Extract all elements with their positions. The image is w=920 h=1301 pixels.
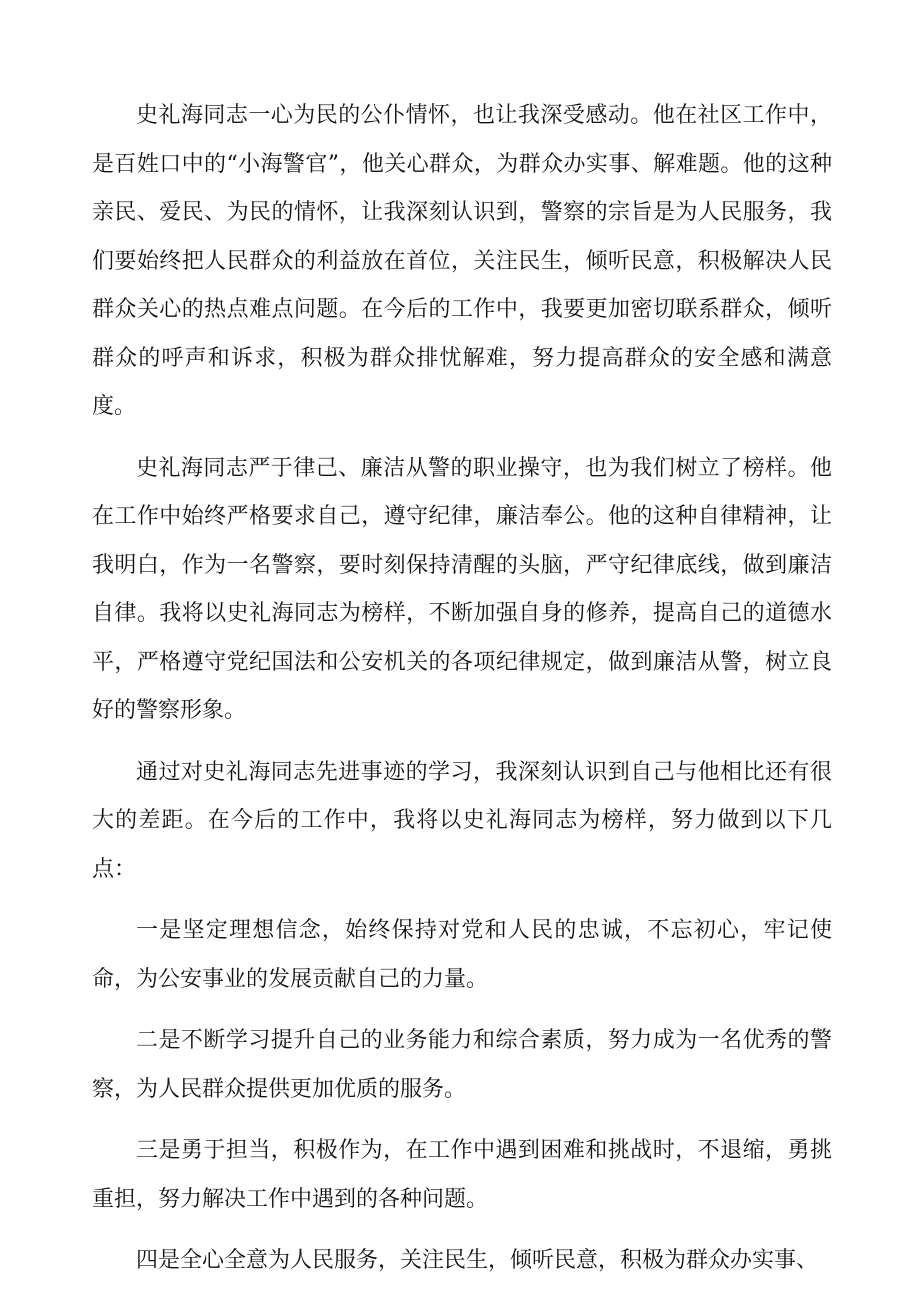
paragraph-7: 四是全心全意为人民服务，关注民生，倾听民意，积极为群众办实事、 [136,1248,819,1273]
paragraph-6: 三是勇于担当，积极作为，在工作中遇到困难和挑战时，不退缩，勇挑重担，努力解决工作中遇到的各种问题。 [92,1138,832,1212]
paragraph-1: 史礼海同志一心为民的公仆情怀，也让我深受感动。他在社区工作中，是百姓口中的“小海警官”，他关心群众，为群众办实事、解难题。他的这种亲民、爱民、为民的情怀，让我深刻认识到，警察的宗旨是为人民服务，我们要始终把人民群众的利益放在首位，关注民生，倾听民意，积极解决人民群众关心的热点难点问题。在今后的工作中，我要更加密切联系群众，倾听群众的呼声和诉求，积极为群众排忧解难，努力提高群众的安全感和满意度。 [92,103,832,419]
paragraph-5: 二是不断学习提升自己的业务能力和综合素质，努力成为一名优秀的警察，为人民群众提供更加优质的服务。 [92,1028,832,1102]
paragraph-2: 史礼海同志严于律己、廉洁从警的职业操守，也为我们树立了榜样。他在工作中始终严格要求自己，遵守纪律，廉洁奉公。他的这种自律精神，让我明白，作为一名警察，要时刻保持清醒的头脑，严守纪律底线，做到廉洁自律。我将以史礼海同志为榜样，不断加强自身的修养，提高自己的道德水平，严格遵守党纪国法和公安机关的各项纪律规定，做到廉洁从警，树立良好的警察形象。 [92,455,832,723]
paragraph-3: 通过对史礼海同志先进事迹的学习，我深刻认识到自己与他相比还有很大的差距。在今后的工作中，我将以史礼海同志为榜样，努力做到以下几点： [92,759,832,882]
document-body [92,92,832,1299]
paragraph-4: 一是坚定理想信念，始终保持对党和人民的忠诚，不忘初心，牢记使命，为公安事业的发展贡献自己的力量。 [92,918,832,992]
